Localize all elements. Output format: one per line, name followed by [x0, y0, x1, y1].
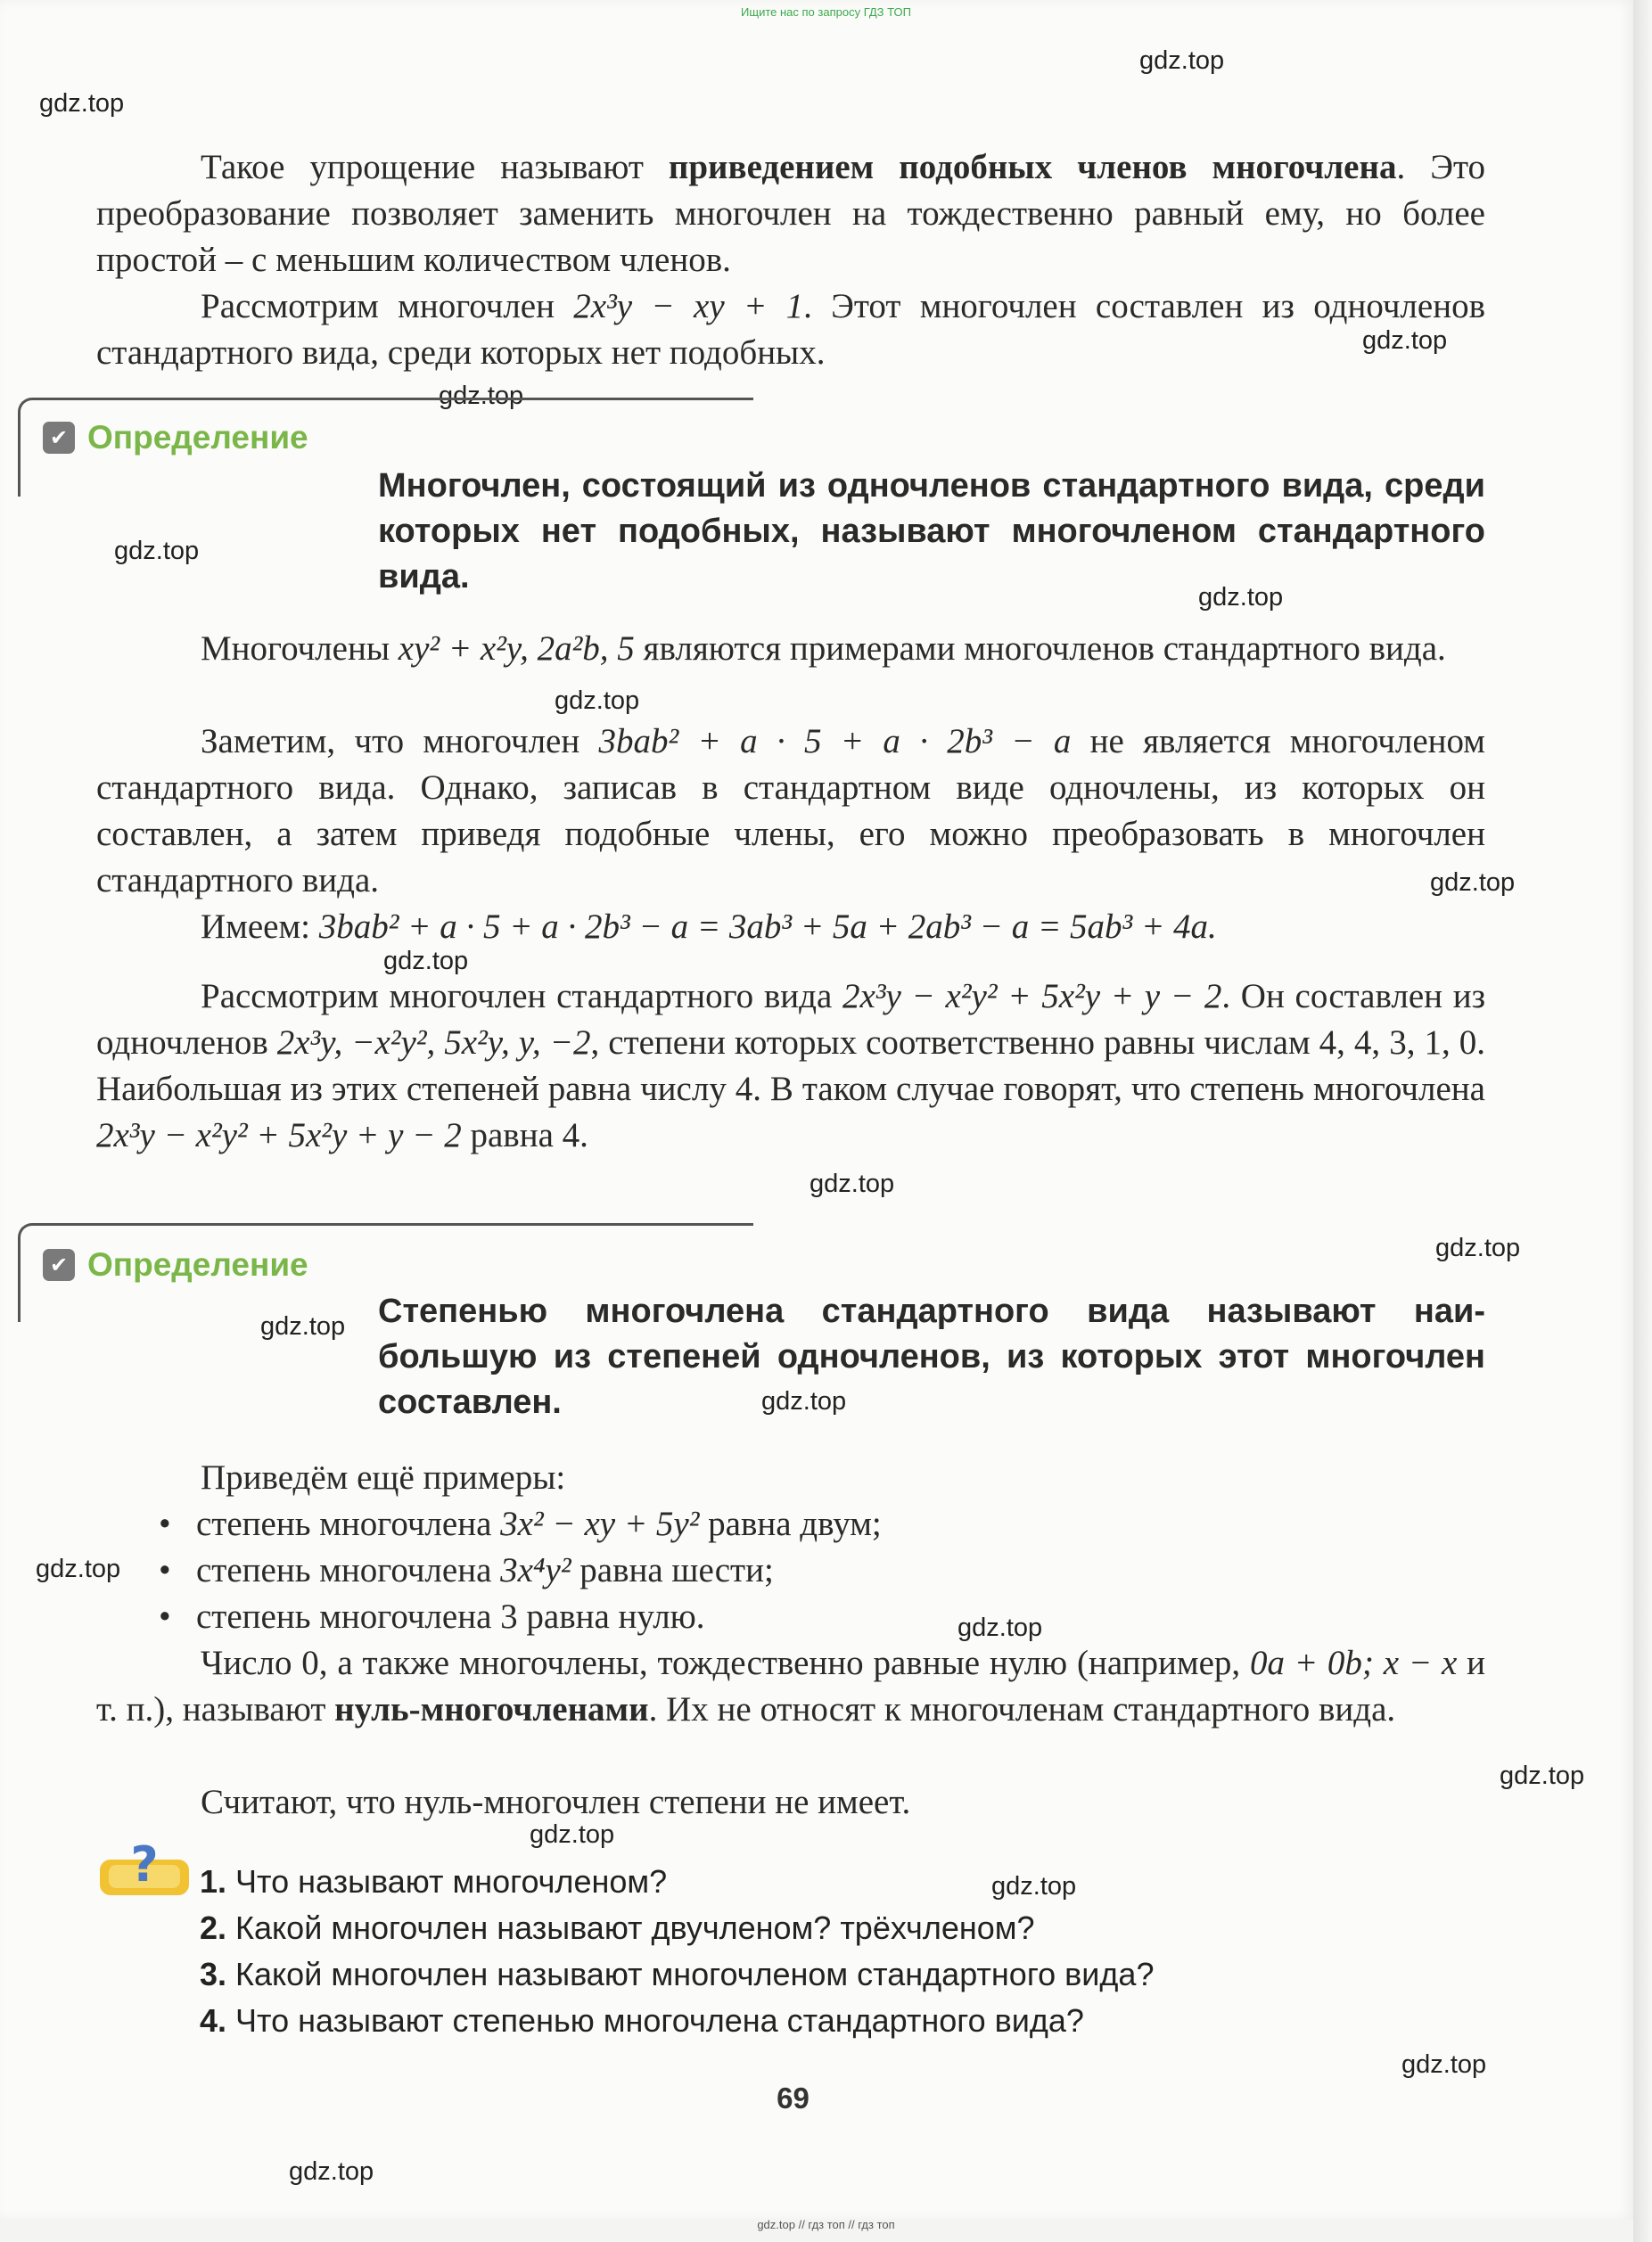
watermark: gdz.top	[1198, 583, 1284, 612]
paragraph-zero-polynomial	[96, 1640, 1485, 1733]
paragraph-example-polynomial	[96, 283, 1485, 376]
paragraph-text: Заметим, что многочлен	[201, 722, 599, 760]
paragraph-text: Рассмотрим многочлен	[201, 287, 574, 325]
watermark: gdz.top	[991, 1872, 1077, 1901]
watermark: gdz.top	[39, 89, 125, 118]
checkmark-icon: ✔	[43, 1249, 75, 1281]
watermark: gdz.top	[383, 947, 469, 975]
math-expression: 3bab² + a · 5 + a · 2b³ − a = 3ab³ + 5a + 2ab³ − a = 5ab³ + 4a.	[318, 907, 1217, 946]
paragraph-degree-example	[96, 973, 1485, 1159]
paragraph-text: Имеем:	[201, 907, 310, 946]
definition-heading	[43, 419, 308, 456]
math-expression: 3bab² + a · 5 + a · 2b³ − a	[598, 722, 1072, 760]
paragraph-text: и т. п.), называют	[96, 1644, 1485, 1729]
paragraph-reduction	[96, 144, 1485, 283]
paragraph-text: . Он составлен из одночленов	[96, 977, 1485, 1062]
paragraph-text: , степени которых соответственно равны числам 4, 4, 3, 1, 0. Наибольшая из этих степеней равна числу 4. В таком случае говорят, что степень многочлена	[96, 1023, 1485, 1108]
watermark: gdz.top	[1430, 868, 1516, 897]
paragraph-text: являются примерами многочленов стандартного вида.	[634, 629, 1446, 668]
definition-title: Определение	[87, 1246, 308, 1283]
definition-standard-form: Многочлен, состоящий из одночленов стандартного вида, среди которых нет подобных, называют многочленом стандартного вида.	[378, 467, 1485, 595]
review-questions	[200, 1859, 1485, 2044]
watermark: gdz.top	[36, 1555, 121, 1583]
paragraph-text: Многочлены	[201, 629, 399, 668]
definition-degree: Степенью многочлена стандартного вида называют наибольшую из степеней одночленов, из которых этот многочлен составлен.	[378, 1293, 1485, 1421]
watermark: gdz.top	[958, 1614, 1043, 1642]
paragraph-text: не является многочленом стандартного вида. Однако, записав в стандартном виде одночлены, из которых он составлен, а затем приведя подобные члены, его можно преобразовать в многочлен стандартного вида.	[96, 722, 1485, 899]
paragraph-non-standard	[96, 719, 1485, 904]
math-expression: 0a + 0b; x − x	[1249, 1644, 1458, 1682]
paragraph-examples-standard	[96, 626, 1485, 672]
question-icon	[98, 1835, 191, 1897]
watermark: gdz.top	[1435, 1234, 1521, 1262]
term-bold: нуль-многочленами	[334, 1690, 649, 1729]
watermark: gdz.top	[260, 1312, 346, 1341]
paragraph-text: Рассмотрим многочлен стандартного вида	[201, 977, 843, 1015]
paragraph-text: . Этот многочлен составлен из одночленов стандартного вида, среди которых нет подобных.	[96, 287, 1485, 372]
paragraph-text: Такое упрощение называют	[201, 148, 669, 186]
question-item: 1. Что называют многочленом?	[200, 1863, 668, 1900]
watermark: gdz.top	[1362, 326, 1448, 355]
math-expression: xy² + x²y, 2a²b, 5	[398, 629, 635, 668]
watermark: gdz.top	[289, 2157, 374, 2186]
watermark: gdz.top	[439, 382, 524, 410]
page-edge	[1633, 0, 1652, 2242]
list-item: • степень многочлена 3x² − xy + 5y² равна двум;	[196, 1501, 1485, 1548]
examples-intro: Приведём ещё примеры:	[201, 1458, 566, 1497]
watermark: gdz.top	[114, 537, 200, 565]
term-bold: приведением подобных членов многочлена	[668, 148, 1397, 186]
math-expression: 2x³y − x²y² + 5x²y + y − 2	[842, 977, 1222, 1015]
math-expression: 2x³y, −x²y², 5x²y, y, −2	[276, 1023, 591, 1062]
list-item: • степень многочлена 3x⁴y² равна шести;	[196, 1548, 1485, 1594]
svg-text:?: ?	[130, 1836, 159, 1893]
watermark: gdz.top	[1139, 46, 1225, 75]
page-number: 69	[777, 2082, 810, 2115]
watermark: gdz.top	[555, 686, 640, 715]
watermark: gdz.top	[761, 1387, 847, 1416]
math-expression: 2x³y − xy + 1	[573, 287, 804, 325]
checkmark-icon: ✔	[43, 422, 75, 454]
paragraph-text: равна 4.	[461, 1116, 588, 1154]
top-note: Ищите нас по запросу ГДЗ ТОП	[741, 5, 911, 19]
examples-list	[196, 1501, 1485, 1640]
question-item: 3. Какой многочлен называют многочленом стандартного вида?	[200, 1956, 1155, 1992]
definition-heading	[43, 1246, 308, 1284]
watermark: gdz.top	[1401, 2050, 1487, 2079]
watermark: gdz.top	[1500, 1762, 1585, 1790]
paragraph-zero-degree: Считают, что нуль-многочлен степени не имеет.	[201, 1783, 911, 1821]
watermark: gdz.top	[810, 1170, 895, 1198]
math-expression: 2x³y − x²y² + 5x²y + y − 2	[96, 1116, 462, 1154]
definition-title: Определение	[87, 419, 308, 456]
paragraph-text: . Их не относят к многочленам стандартного вида.	[648, 1690, 1396, 1729]
question-item: 2. Какой многочлен называют двучленом? трёхчленом?	[200, 1909, 1035, 1946]
bottom-note: gdz.top // гдз топ // гдз топ	[757, 2218, 895, 2231]
watermark: gdz.top	[530, 1820, 615, 1849]
paragraph-text: . Это преобразование позволяет заменить многочлен на тождественно равный ему, но более простой – с меньшим количеством членов.	[96, 148, 1485, 279]
paragraph-text: Число 0, а также многочлены, тождественно равные нулю (например,	[201, 1644, 1250, 1682]
question-item: 4. Что называют степенью многочлена стандартного вида?	[200, 2002, 1084, 2039]
paragraph-transformation	[96, 904, 1485, 950]
list-item: • степень многочлена 3 равна нулю.	[196, 1594, 1485, 1640]
